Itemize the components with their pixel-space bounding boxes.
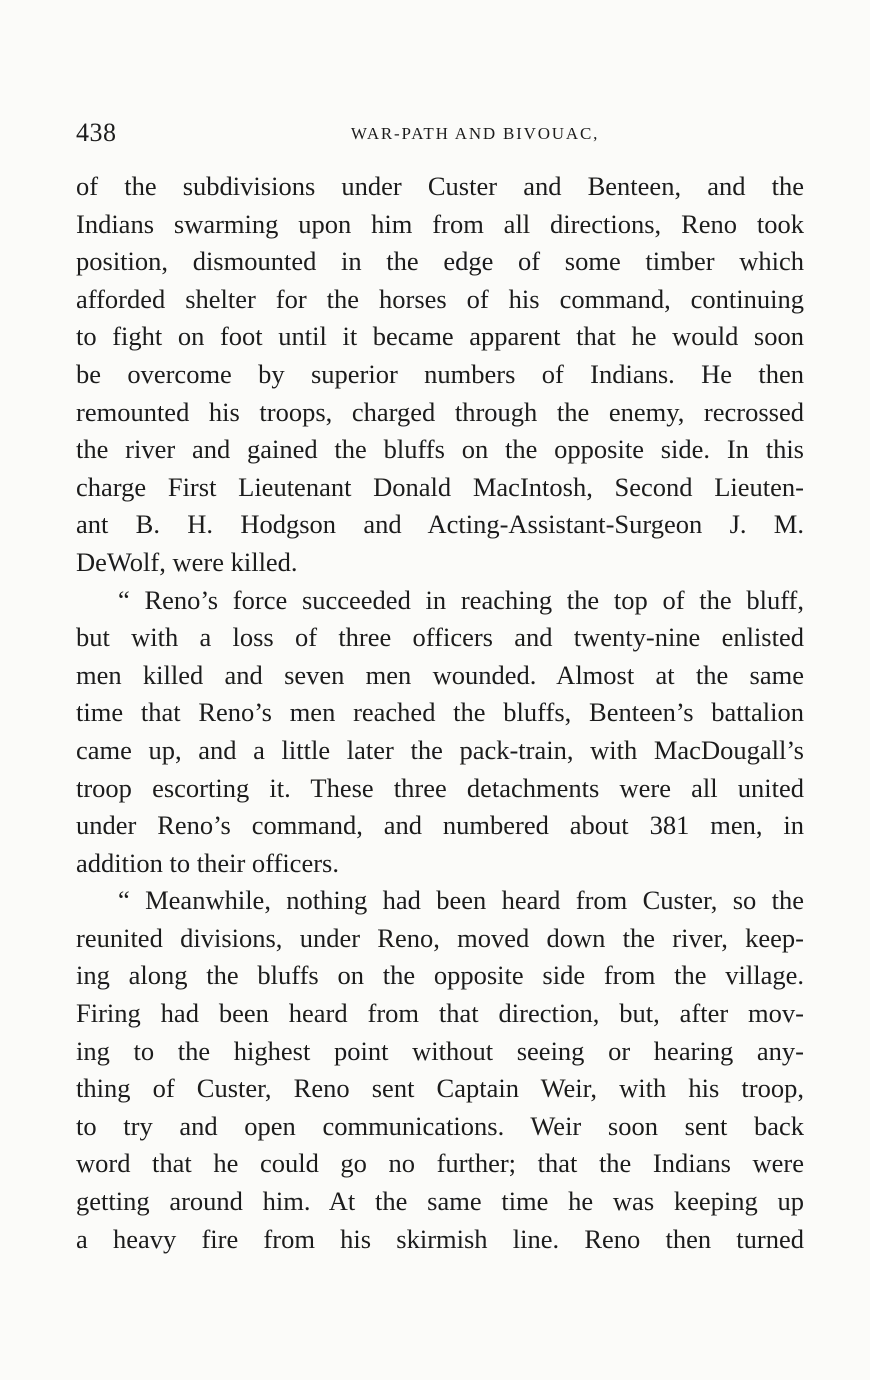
text-line: remounted his troops, charged through the enemy, recrossed bbox=[76, 396, 804, 427]
text-line: ant B. H. Hodgson and Acting-Assistant-Surgeon J. M. bbox=[76, 509, 804, 540]
text-line: “ Reno’s force succeeded in reaching the top of the bluff, bbox=[118, 584, 804, 615]
text-line: troop escorting it. These three detachments were all united bbox=[76, 772, 804, 803]
running-title: WAR-PATH AND BIVOUAC, bbox=[350, 124, 600, 143]
text-line: word that he could go no further; that the Indians were bbox=[76, 1148, 804, 1179]
text-line: be overcome by superior numbers of Indians. He then bbox=[76, 358, 804, 389]
text-line: addition to their officers. bbox=[76, 847, 339, 878]
paragraph bbox=[76, 168, 804, 582]
text-line: “ Meanwhile, nothing had been heard from Custer, so the bbox=[118, 885, 804, 916]
text-line: men killed and seven men wounded. Almost at the same bbox=[76, 659, 804, 690]
text-line: but with a loss of three officers and twenty-nine enlisted bbox=[76, 622, 804, 653]
text-line: ing to the highest point without seeing or hearing any- bbox=[76, 1035, 804, 1066]
page-header bbox=[76, 118, 804, 150]
text-line: to fight on foot until it became apparent that he would soon bbox=[76, 321, 804, 352]
paragraph bbox=[76, 582, 804, 883]
text-line: a heavy fire from his skirmish line. Reno then turned bbox=[76, 1223, 804, 1254]
text-line: under Reno’s command, and numbered about 381 men, in bbox=[76, 810, 804, 841]
paragraph bbox=[76, 882, 804, 1258]
text-line: afforded shelter for the horses of his command, continuing bbox=[76, 283, 804, 314]
text-line: getting around him. At the same time he was keeping up bbox=[76, 1186, 804, 1217]
text-line: position, dismounted in the edge of some timber which bbox=[76, 246, 804, 277]
text-line: the river and gained the bluffs on the opposite side. In this bbox=[76, 434, 804, 465]
text-line: Firing had been heard from that direction, but, after mov- bbox=[76, 998, 804, 1029]
text-line: Indians swarming upon him from all directions, Reno took bbox=[76, 208, 804, 239]
text-line: to try and open communications. Weir soon sent back bbox=[76, 1110, 804, 1141]
text-line: DeWolf, were killed. bbox=[76, 546, 298, 577]
text-line: ing along the bluffs on the opposite side from the village. bbox=[76, 960, 804, 991]
text-line: time that Reno’s men reached the bluffs, Benteen’s battalion bbox=[76, 697, 804, 728]
text-line: of the subdivisions under Custer and Benteen, and the bbox=[76, 171, 804, 201]
text-line: charge First Lieutenant Donald MacIntosh, Second Lieuten- bbox=[76, 471, 804, 502]
text-line: thing of Custer, Reno sent Captain Weir, with his troop, bbox=[76, 1073, 804, 1104]
text-line: came up, and a little later the pack-train, with MacDougall’s bbox=[76, 734, 804, 765]
body-text bbox=[76, 168, 804, 1258]
text-line: reunited divisions, under Reno, moved down the river, keep- bbox=[76, 922, 804, 953]
paragraph-list bbox=[76, 168, 804, 1258]
page-number: 438 bbox=[76, 118, 117, 147]
